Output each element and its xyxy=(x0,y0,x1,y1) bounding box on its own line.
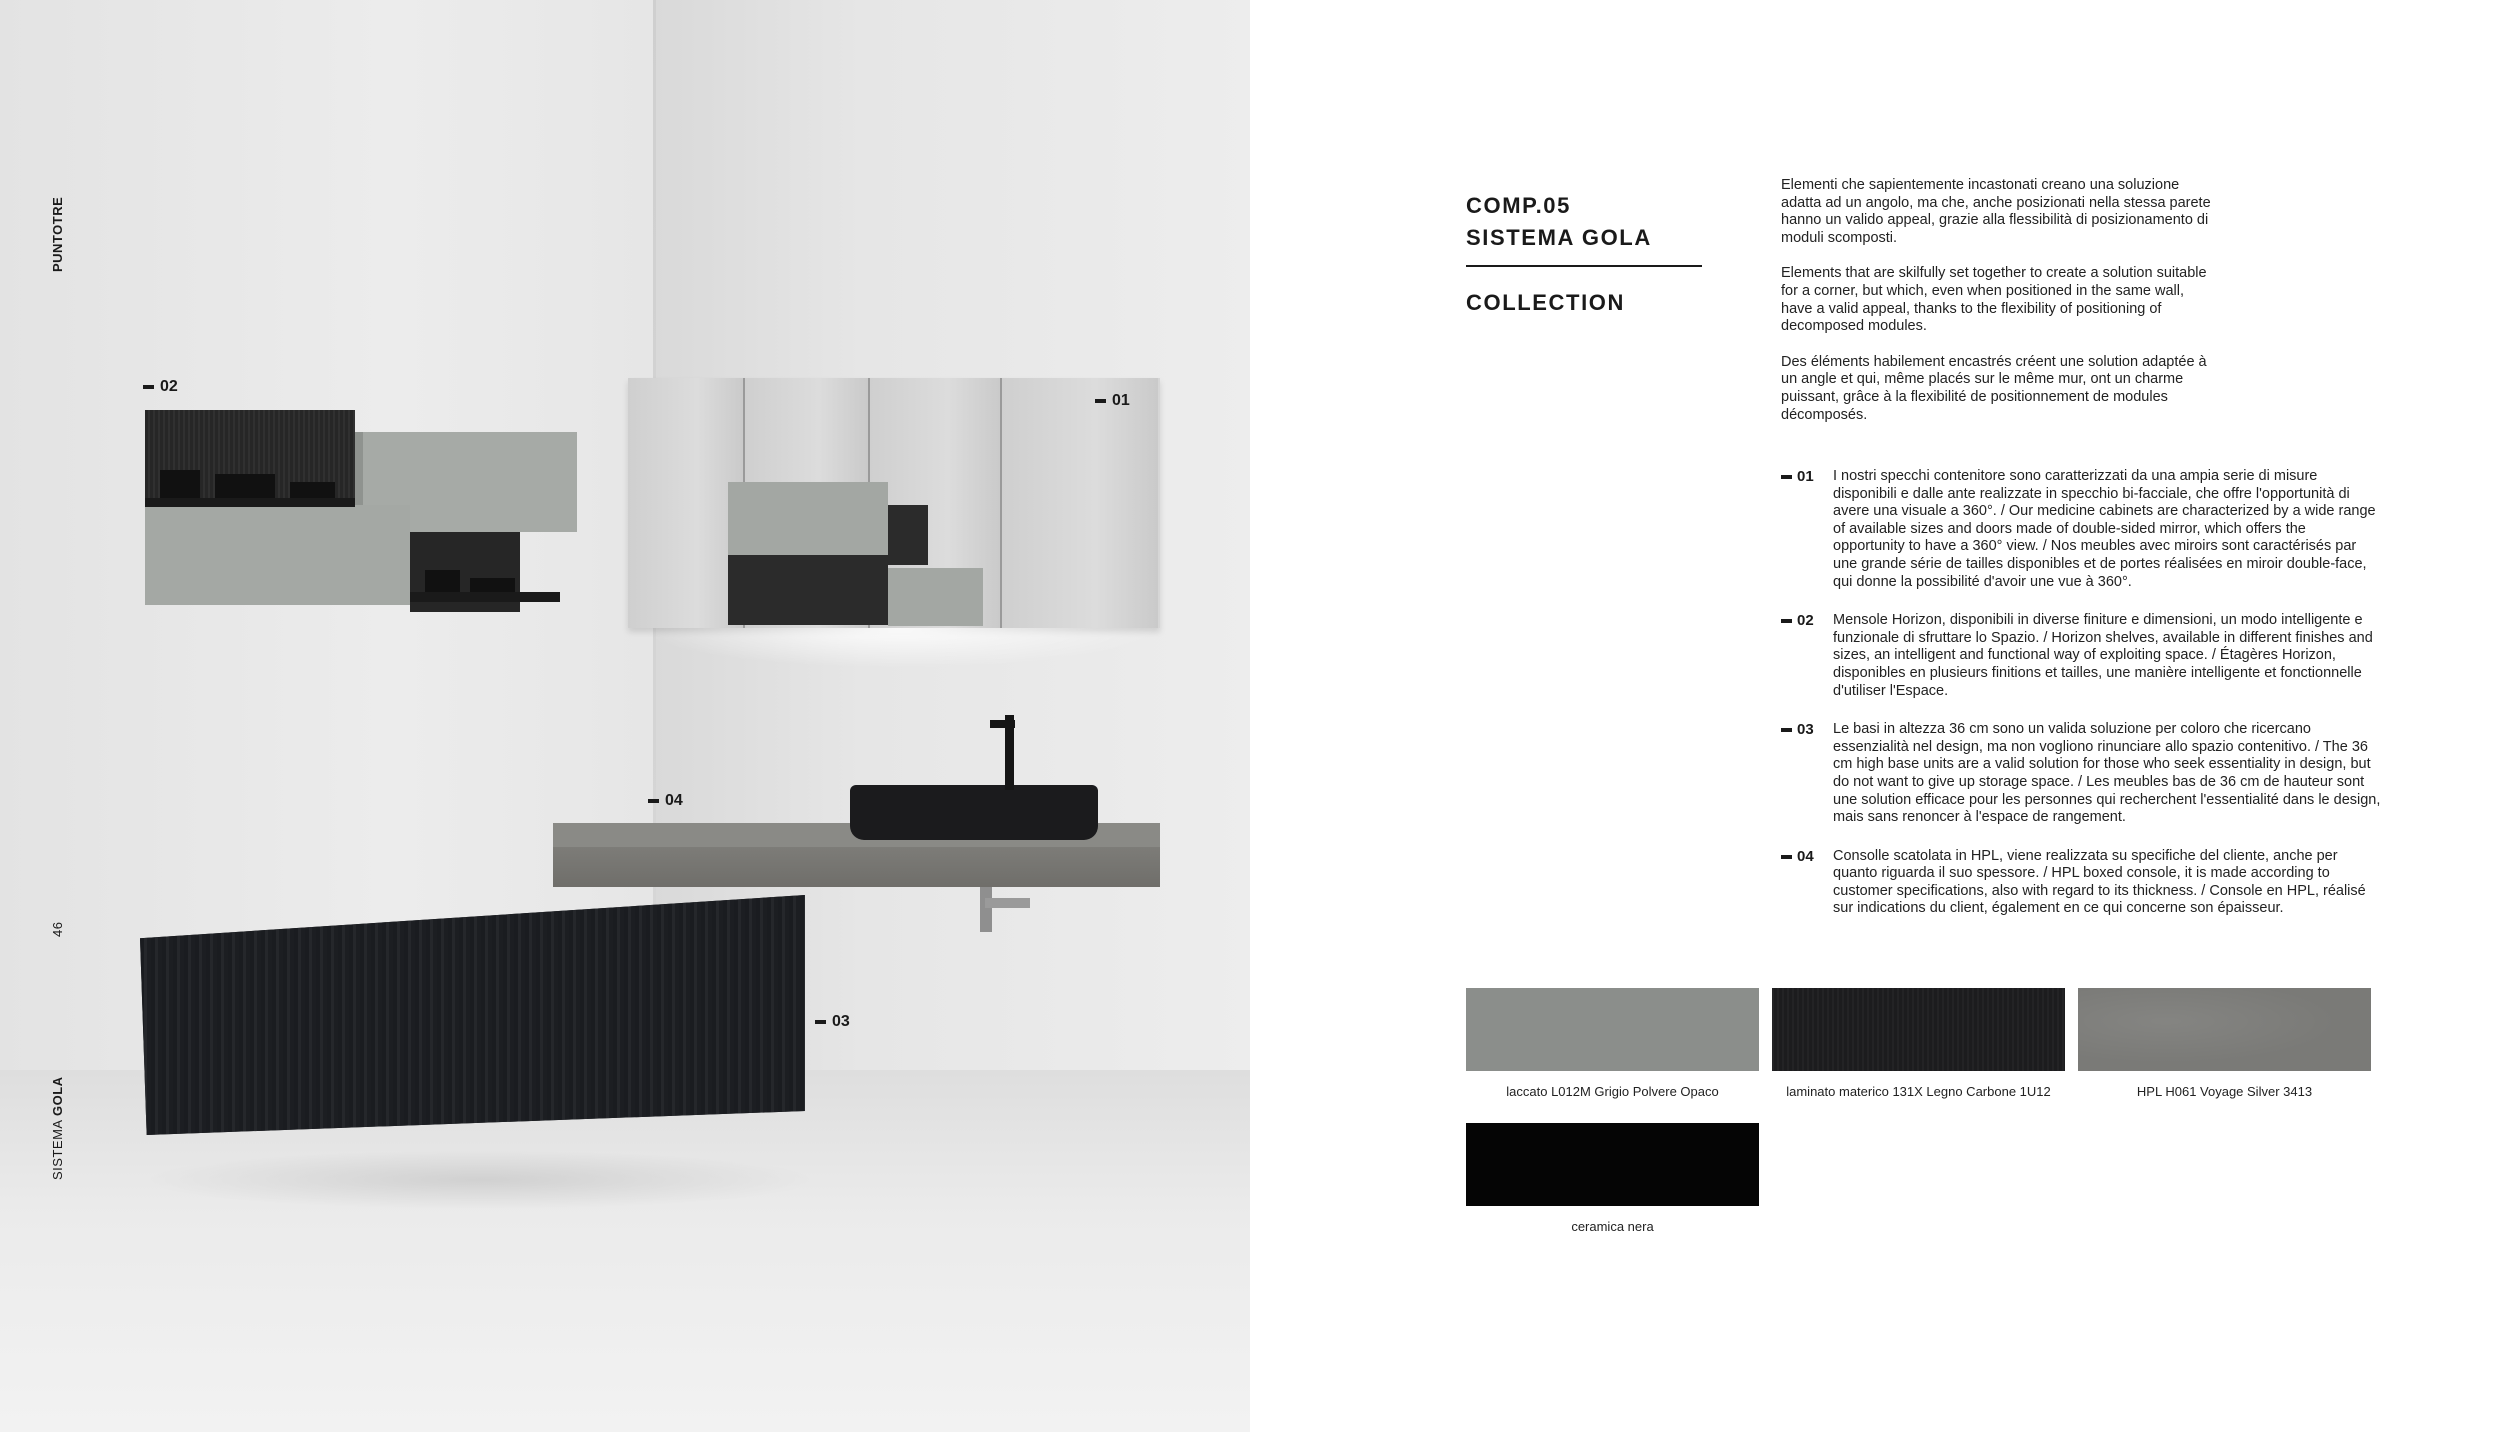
swatch-caption: laminato materico 131X Legno Carbone 1U12 xyxy=(1786,1084,2051,1099)
list-item xyxy=(1781,721,2381,827)
faucet-spout xyxy=(990,720,1015,728)
drain-pipe-horizontal xyxy=(985,898,1030,908)
item-number: 02 xyxy=(1781,612,1833,700)
console-front xyxy=(553,847,1160,887)
item-number: 04 xyxy=(1781,848,1833,918)
component-list xyxy=(1781,468,2381,939)
collection-heading: COLLECTION xyxy=(1466,290,1625,315)
intro-paragraph-fr: Des éléments habilement encastrés créent une solution adaptée à un angle et qui, même placés sur le même mur, ont un charme puissant, grâce à la flexibilité de positionnement de modules décomposés. xyxy=(1781,353,2207,423)
dash-marker xyxy=(648,799,659,803)
list-item xyxy=(1781,468,2381,591)
basin xyxy=(850,785,1098,840)
title-divider xyxy=(1466,265,1702,267)
dash-marker xyxy=(143,385,154,389)
callout-label: 03 xyxy=(832,1013,850,1030)
mirror-door xyxy=(1002,378,1158,628)
page-number: 46 xyxy=(50,921,65,937)
swatch-voyage-silver xyxy=(2078,988,2371,1099)
title-line-2: SISTEMA GOLA xyxy=(1466,225,1652,250)
swatch-caption: HPL H061 Voyage Silver 3413 xyxy=(2136,1084,2313,1099)
callout-label: 04 xyxy=(665,792,683,809)
shelf-object xyxy=(425,570,460,592)
swatch-caption: laccato L012M Grigio Polvere Opaco xyxy=(1506,1084,1719,1099)
mirror-reflection xyxy=(888,505,928,565)
dash-marker xyxy=(1781,855,1792,859)
title-line-1: COMP.05 xyxy=(1466,193,1571,218)
dash-marker xyxy=(815,1020,826,1024)
intro-text xyxy=(1781,177,2211,442)
shelf-object xyxy=(470,578,515,592)
floor-shadow xyxy=(140,1150,820,1210)
page-title xyxy=(1466,190,1652,254)
shelf-object xyxy=(160,470,200,498)
item-description: I nostri specchi contenitore sono caratterizzati da una ampia serie di misure disponibili e dalle ante realizzate in specchio bi-facciale, che offre l'opportunità di avere una visuale a 360°. / Our medicine cabinets are characterized by a wide range of available sizes and doors made of double-sided mirror, which offers the opportunity to have a 360° view. / Nos meubles avec miroirs sont caractérisés par une grande série de tailles disponibles et de portes réalisées en miroir double-face, qui donne la possibilité d'avoir une vue à 360°. xyxy=(1833,468,2376,590)
list-item xyxy=(1781,848,2381,918)
callout-02 xyxy=(143,378,178,396)
mirror-light-glow xyxy=(640,628,1160,668)
shelf-object xyxy=(215,474,275,498)
swatch-chip xyxy=(2078,988,2371,1071)
callout-label: 02 xyxy=(160,378,178,395)
swatch-chip xyxy=(1466,1123,1759,1206)
swatch-caption: ceramica nera xyxy=(1571,1219,1654,1234)
drain-pipe xyxy=(980,887,992,932)
swatch-chip xyxy=(1466,988,1759,1071)
intro-paragraph-it: Elementi che sapientemente incastonati creano una soluzione adatta ad un angolo, ma che, anche posizionati nella stessa parete hanno un valido appeal, grazie alla flessibilità di posizionamento di moduli scomposti. xyxy=(1781,177,2211,246)
shelf-plank-upper xyxy=(145,498,355,507)
shelf-box-lower xyxy=(145,505,410,605)
callout-label: 01 xyxy=(1112,392,1130,409)
mirror-reflection xyxy=(888,568,983,626)
dash-marker xyxy=(1781,619,1792,623)
item-description: Consolle scatolata in HPL, viene realizzata su specifiche del cliente, anche per quanto riguarda il suo spessore. / HPL boxed console, it is made according to customer specifications, also with regard to its thickness. / Console en HPL, réalisé sur indications du client, également en ce qui concerne son épaisseur. xyxy=(1833,847,2366,917)
callout-01 xyxy=(1095,392,1130,410)
dash-marker xyxy=(1095,399,1106,403)
section-label: SISTEMA GOLA xyxy=(50,1076,65,1180)
swatch-ceramica-nera xyxy=(1466,1123,1759,1234)
item-description: Le basi in altezza 36 cm sono un valida soluzione per coloro che ricercano essenzialità nel design, ma non vogliono rinunciare allo spazio contenitivo. / The 36 cm high base units are a valid solution for those who seek essentiality in design, but do not want to give up storage space. / Les meubles bas de 36 cm de hauteur sont une solution efficace pour les personnes qui recherchent l'essentialité dans le design, mais sans renoncer à l'espace de rangement. xyxy=(1833,721,2381,826)
intro-paragraph-en: Elements that are skilfully set together to create a solution suitable for a corner, but which, even when positioned in the same wall, have a valid appeal, thanks to the flexibility of positioning of decomposed modules. xyxy=(1781,265,2207,335)
callout-04 xyxy=(648,792,683,810)
item-description: Mensole Horizon, disponibili in diverse finiture e dimensioni, un modo intelligente e funzionale di sfruttare lo Spazio. / Horizon shelves, available in different finishes and sizes, an intelligent and functional way of exploiting space. / Étagères Horizon, disponibles en plusieurs finitions et tailles, une manière intelligente et fonctionnelle d'utiliser l'Espace. xyxy=(1833,612,2373,699)
swatch-chip xyxy=(1772,988,2065,1071)
callout-03 xyxy=(815,1013,850,1031)
shelf-plank-lower xyxy=(410,592,560,602)
mirror-reflection xyxy=(728,555,888,625)
brand-label: PUNTOTRE xyxy=(50,196,65,272)
swatch-grigio-polvere xyxy=(1466,988,1759,1099)
dash-marker xyxy=(1781,728,1792,732)
list-item xyxy=(1781,612,2381,700)
item-number: 01 xyxy=(1781,468,1833,591)
item-number: 03 xyxy=(1781,721,1833,827)
dash-marker xyxy=(1781,475,1792,479)
swatch-legno-carbone xyxy=(1772,988,2065,1099)
shelf-object xyxy=(290,482,335,498)
